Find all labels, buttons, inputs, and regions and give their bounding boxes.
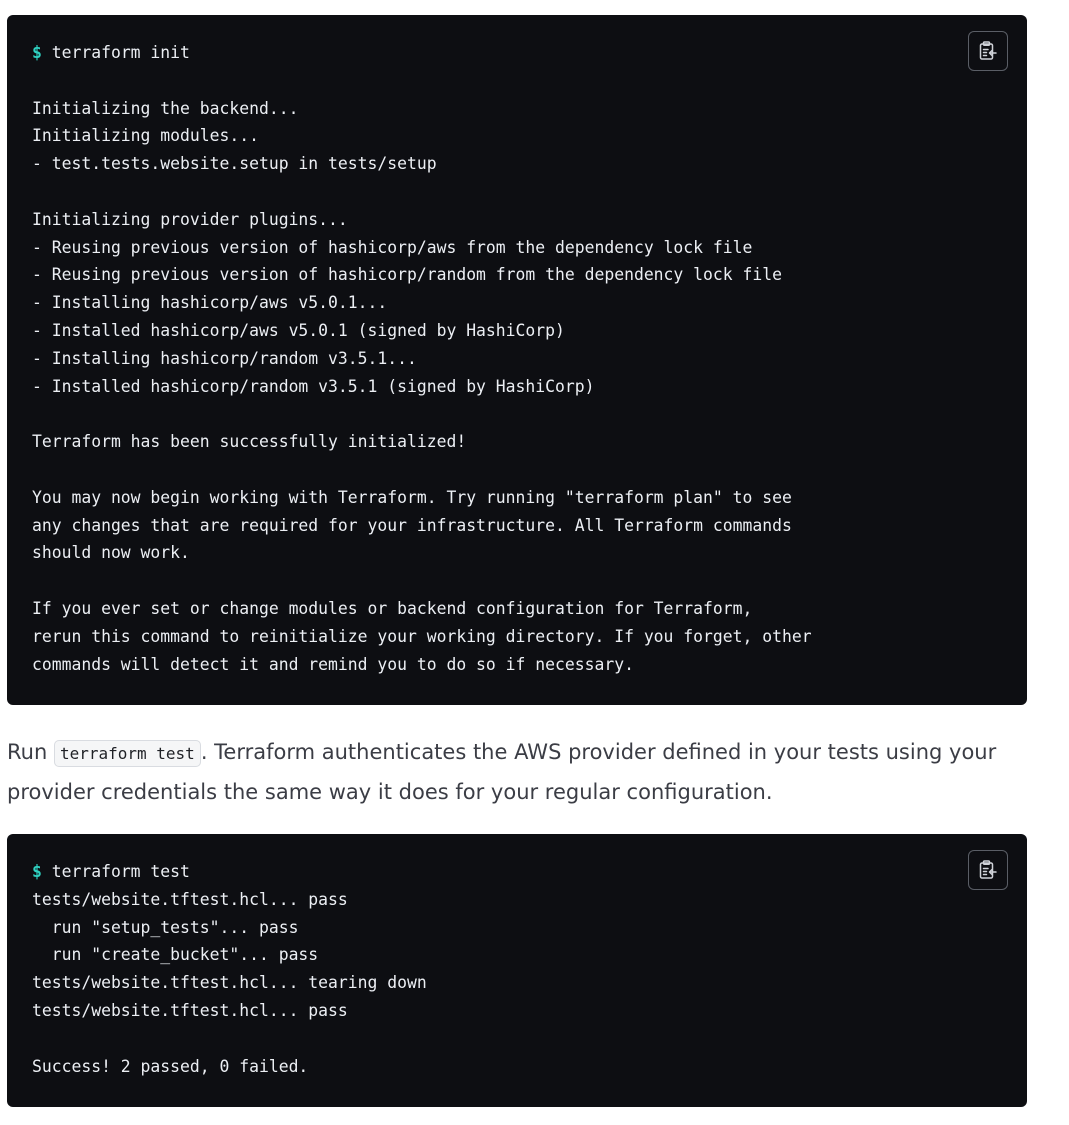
output-line: - Reusing previous version of hashicorp/random from the dependency lock file	[32, 265, 782, 285]
output-line	[32, 456, 957, 484]
output-line: Initializing provider plugins...	[32, 209, 348, 229]
output-line: - Installed hashicorp/random v3.5.1 (signed by HashiCorp)	[32, 376, 595, 396]
code-output	[32, 858, 957, 1080]
output-line: run "create_bucket"... pass	[32, 945, 319, 965]
output-line: - Reusing previous version of hashicorp/aws from the dependency lock file	[32, 237, 753, 257]
output-line	[32, 1025, 957, 1053]
output-line: any changes that are required for your infrastructure. All Terraform commands	[32, 515, 792, 535]
inline-code-terraform-test: terraform test	[54, 740, 201, 767]
output-line: commands will detect it and remind you to do so if necessary.	[32, 654, 634, 674]
output-lines	[32, 886, 957, 1081]
clipboard-copy-icon	[979, 860, 997, 880]
output-line: run "setup_tests"... pass	[32, 917, 299, 937]
command-text: terraform init	[41, 43, 190, 62]
output-line: Initializing modules...	[32, 126, 259, 146]
output-line: - Installing hashicorp/aws v5.0.1...	[32, 293, 388, 313]
output-lines	[32, 67, 957, 679]
copy-button[interactable]	[968, 850, 1008, 890]
command-text: terraform test	[41, 862, 190, 881]
prompt-symbol: $	[32, 43, 42, 62]
output-line: rerun this command to reinitialize your working directory. If you forget, other	[32, 626, 812, 646]
output-line: Success! 2 passed, 0 failed.	[32, 1056, 309, 1076]
output-line: tests/website.tftest.hcl... tearing down	[32, 973, 427, 993]
copy-button[interactable]	[968, 31, 1008, 71]
output-line: tests/website.tftest.hcl... pass	[32, 889, 348, 909]
output-line: - Installing hashicorp/random v3.5.1...	[32, 348, 417, 368]
output-line	[32, 67, 957, 95]
paragraph-text-before: Run	[7, 740, 54, 764]
output-line: tests/website.tftest.hcl... pass	[32, 1000, 348, 1020]
instruction-paragraph	[7, 733, 1057, 811]
output-line	[32, 178, 957, 206]
output-line	[32, 567, 957, 595]
output-line: Initializing the backend...	[32, 98, 299, 118]
code-output	[32, 39, 957, 678]
output-line: should now work.	[32, 543, 190, 563]
command-line	[32, 39, 957, 67]
output-line: You may now begin working with Terraform. Try running "terraform plan" to see	[32, 487, 792, 507]
command-line	[32, 858, 957, 886]
paragraph-text-after: . Terraform authenticates the AWS provider defined in your tests using your provider credentials the same way it does for your regular configuration.	[7, 740, 997, 804]
output-line: If you ever set or change modules or backend configuration for Terraform,	[32, 598, 753, 618]
output-line	[32, 400, 957, 428]
code-block-terraform-test	[7, 834, 1027, 1107]
prompt-symbol: $	[32, 862, 42, 881]
code-block-terraform-init	[7, 15, 1027, 705]
output-line: Terraform has been successfully initialized!	[32, 432, 467, 452]
output-line: - Installed hashicorp/aws v5.0.1 (signed by HashiCorp)	[32, 320, 565, 340]
clipboard-copy-icon	[979, 41, 997, 61]
output-line: - test.tests.website.setup in tests/setup	[32, 154, 437, 174]
